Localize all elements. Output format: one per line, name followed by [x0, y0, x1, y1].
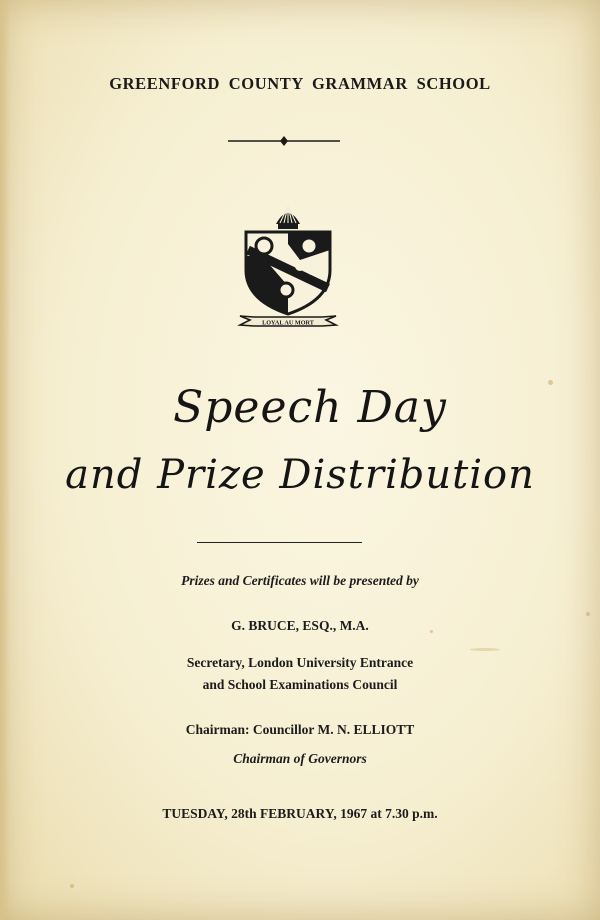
title-line-2: and Prize Distribution: [65, 452, 535, 498]
stain-spot: [548, 380, 553, 385]
title-line-1: Speech Day: [173, 382, 447, 433]
stain-spot: [470, 648, 500, 651]
scallop-shell-icon: [276, 206, 300, 229]
presenter-name: G. BRUCE, ESQ., M.A.: [231, 618, 369, 633]
motto-scroll: [240, 316, 336, 327]
crest-motto: LOYAL AU MORT: [262, 319, 314, 327]
chairman-name: Chairman: Councillor M. N. ELLIOTT: [185, 722, 415, 737]
presenter-role-2: and School Examinations Council: [202, 677, 398, 692]
event-date-time: TUESDAY, 28th FEBRUARY, 1967 at 7.30 p.m.: [162, 806, 438, 821]
presenter-role-1: Secretary, London University Entrance: [186, 655, 414, 670]
presentation-intro: Prizes and Certificates will be presented by: [181, 573, 419, 588]
stain-spot: [70, 884, 74, 888]
stain-spot: [586, 612, 590, 616]
title-divider: [197, 542, 362, 543]
shield-icon: [246, 232, 330, 314]
school-crest-icon: [236, 200, 340, 334]
diamond-ornament-icon: [228, 132, 340, 150]
school-name: GREENFORD COUNTY GRAMMAR SCHOOL: [109, 74, 491, 93]
chairman-role: Chairman of Governors: [233, 751, 367, 766]
stain-spot: [430, 630, 433, 633]
